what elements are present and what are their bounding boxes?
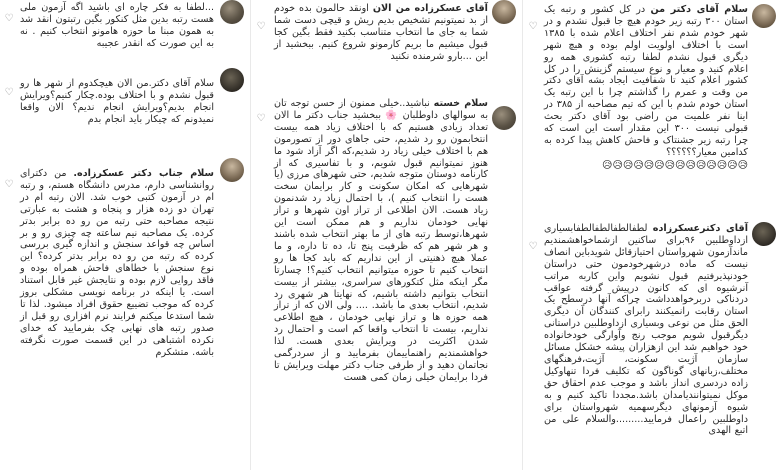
like-heart-icon[interactable]: ♡ bbox=[528, 241, 538, 252]
comment-author: سلام آقای دکتر من bbox=[650, 4, 748, 15]
comment-body: اونقد حالمون بده خودم از بد نمیتونیم تشخیص بدیم ریش و قیچی دست شما شما به جای ما انتخاب متناسب بکنید فقط بگین کجا قبول میشیم ما بریم کارمونو شروع کنیم. ببخشید از این ...بارو شرمنده نکنید bbox=[274, 3, 488, 62]
like-heart-icon[interactable]: ♡ bbox=[256, 21, 266, 32]
comment-body: ...لطفا به فکر چاره ای باشید اگه آزمون ملی هست رتبه بدین مثل کنکور بگین رتبتون انقد شد به همون مبنا ما حوزه هامونو انتخاب کنیم . نه به این صورت که انقدر عجیبه bbox=[20, 2, 214, 49]
comment-item bbox=[252, 0, 520, 63]
column-divider bbox=[522, 0, 523, 470]
comment-column-1 bbox=[0, 0, 248, 470]
comment-column-2 bbox=[252, 0, 520, 470]
like-heart-icon[interactable]: ♡ bbox=[4, 179, 14, 190]
comment-body: من دکترای روانشناسی دارم، مدرس دانشگاه هستم، و رتبه ام در آزمون کتبی خوب شد. الان رتبه ام در تهران دو زده هزار و پنجاه و هشت به عبارتی نتیجه مصاحبه حتی رتبه من رو ده برابر بدتر کرده. یک مصاحبه نیم ساعته چه چیزی رو و بر اساس چه قواعد سنجش و اندازه گیری بررسی کرده که رتبه من رو ده برابر بدتر کرده؟ این نوع سنجش با خطاهای فاحش همراه بوده و فاقد روایی لازم بوده و نتایجش غیر قابل استناد است. یا اینکه در برنامه نویسی مشکلی بروز کرده که موجب تضییع حقوق افراد میشود. لذا تا شما استدعا میکنم فرایند نرم افزاری رو قبل از صدور رتبه های نهایی چک بفرمایید که خدای نکرده اشتباهی در این قسمت صورت نگرفته باشه. متشکرم bbox=[20, 168, 214, 358]
column-divider bbox=[250, 0, 251, 470]
comment-column-3 bbox=[524, 0, 780, 470]
comment-body: در کل کشور و رتبه یک استان ۳۰۰ رتبه زیر خودم هیچ جا قبول نشدم و در شهر خودم شدم نفر اختلاف اعلام شده با ۱۳۸۵ است با اختلاف اولویت اولم بوده و هیچ شهر دیگری قبول نشدم لطفا رتبه کشوری همه رو اعلام کنید و معیار و نوع سیستم گزینش را در کل کشور اعلام کنید تا شفافیت ایجاد بشه آقای دکتر من وقت و عمرم را گذاشتم چرا با این رتبه یک استان خودم شدم با این که تیم مصاحبه از ۳۸۵ در اینا نفر علمیت من راضی بود آقای دکتر بحث قبولی نیست ۳۰۰ این مقدار است این است که چرا رتبه زیر جشنتاک و فاحش کاهش پیدا کرده به کدامین معیار؟؟؟؟؟؟ bbox=[544, 4, 748, 158]
comment-body: نباشید..خیلی ممنون از حسن توجه تان به سوالهای داوطلبان 🌸 ببخشید جناب دکتر ما الان تعداد زیادی هستیم که با اختلاف زیاد همه بیست انتخابمون رو رد شدیم، حتی جاهای دور از تصورمون هم با اختلاف خیلی زیاد رد شدیم،که اگر آزاد شود ما هنوز نمیتوانیم قبول شویم، و با تفاسیری که از کارنامه دوستان متوجه شدیم، حتی شهرهای مرزی (یا شهرهایی که امکان سکونت و کار برایمان سخت هست را انتخاب کنیم )، با احتمال زیاد رد شدنمون زیاد هست. الان اطلاعی از تراز اون شهرها و تراز نهایی خودمان نداریم و هم ممکن است این شهرها،توسط رتبه های از ما بهتر انتخاب شده باشند و هر شهر هم که ظرفیت پنج تا، ده تا داره، و ما عملا هیچ ذهنیتی از این نداریم که باید کجا ها رو انتخاب کنیم تا حوزه میتوانیم انتخاب کنیم؟! چسارتا مگر اینکه مثل کتکورهای سراسری، بیشتر از بیست انتخاب بتوانیم داشته باشیم، که نهایتا هر شهری رد شدیم، انتخاب بعدی ما باشد. .... ولی الان که از تراز همه حوزه ها و تراز نهایی خودمان ، هیچ اطلاعی نداریم، بیست تا انتخاب واقعا کم است و احتمال رد شدن اکثریت در ویرایش بعدی هست. لذا خواهشمندیم راهنماییمان بفرمایید و از سردرگمی نجاتمان دهید و از طرفی جناب دکتر مهلت ویرایش تا فردا برایمان خیلی زمان کمی هست bbox=[274, 98, 488, 383]
comment-item bbox=[0, 0, 248, 50]
avatar[interactable] bbox=[752, 4, 776, 28]
avatar[interactable] bbox=[492, 0, 516, 24]
comment-item bbox=[524, 0, 780, 172]
comment-item bbox=[0, 158, 248, 359]
comment-body: سلام آقای دکتر.من الان هیچکدوم از شهر ها رو قبول نشدم و با اختلاف بوده.چکار کنیم؟ویرایش انجام بدیم؟ویرایش انجام ندیم؟ الان واقعا نمیدونم که چیکار باید انجام بدم bbox=[20, 78, 214, 125]
avatar[interactable] bbox=[752, 222, 776, 246]
comment-author: آقای دکترعسکرزاده bbox=[652, 223, 748, 234]
avatar[interactable] bbox=[492, 106, 516, 130]
comment-body: لطفالطفالطفالطفابسیاری ازداوطلبین ۹۶برای ساکنین ازشماخواهشمندیم ماندآزمون شهرواستان احتیازقائل شویدباین انصاف نیست که ماده درشهرخودمون حتی دراستان خودنپذیرفتیم قبول نشویم واین کاربه مراتب آنرشیوه ای که کانون درپیش گرفته عواقب دردناکی دربرخواهدداشت چراکه آنها درسطح یک استان رقابت رانمیکنند رابرای کنندگان آن دیگری الحق مثل من نوعی وبسیاری ازداوطلبین دراستانی دیگرقبول شویم موجب رنج وآوارگی خودخانواده خود خواهیم شد این ازهزاران پیشه خشکل مسائل سازمان آژیت سکونت، آژیت،فرهنگهای مختلف،زبانهای گوناگون که تکلیف فردا تنهاوکیل زاده دردسری انداز باشد و موجب عدم احقاق حق موکل نمیتوانندیامدان باشد.مجددا تاکید کنیم و به شیوه آزمونهای دیگرسهمیه شهرواستان برای داوطلبین راعمال فرمایید.........والسلام علی من اتبع الهدی bbox=[544, 223, 749, 437]
like-heart-icon[interactable]: ♡ bbox=[528, 21, 538, 32]
comment-author: سلام جناب دکتر عسکرزاده. bbox=[73, 168, 214, 179]
emoji-row: 😥😥😥😥😥😥😥😥😥😥😥😥😥😥 bbox=[602, 159, 748, 171]
comment-item bbox=[0, 66, 248, 126]
comment-author: آقای عسکرزاده من الان bbox=[372, 3, 488, 14]
comment-author: سلام خسته bbox=[433, 98, 488, 109]
comment-item bbox=[524, 220, 780, 437]
avatar[interactable] bbox=[220, 68, 244, 92]
like-heart-icon[interactable]: ♡ bbox=[4, 87, 14, 98]
avatar[interactable] bbox=[220, 0, 244, 24]
like-heart-icon[interactable]: ♡ bbox=[256, 113, 266, 124]
comment-item bbox=[252, 92, 520, 384]
like-heart-icon[interactable]: ♡ bbox=[4, 13, 14, 24]
avatar[interactable] bbox=[220, 158, 244, 182]
